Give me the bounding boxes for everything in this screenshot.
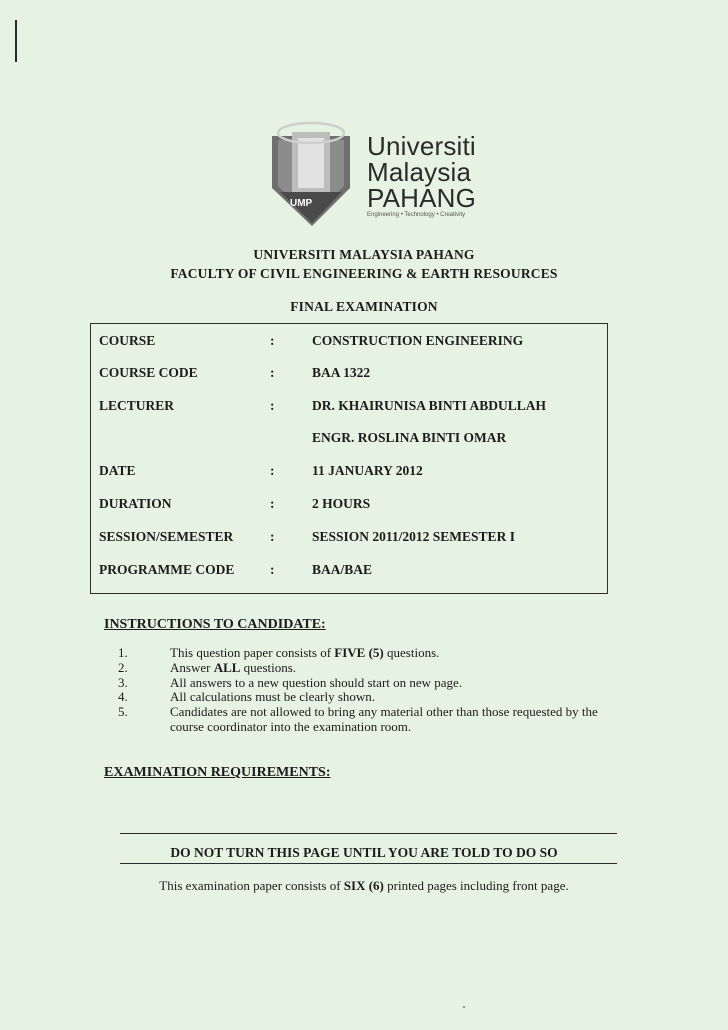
item-text: All answers to a new question should start on new page.: [170, 674, 463, 690]
bottom-rule: [120, 863, 617, 864]
info-value: BAA/BAE: [312, 562, 373, 577]
list-item: [118, 661, 618, 676]
item-number: 3.: [118, 674, 128, 690]
info-colon: :: [270, 562, 275, 577]
info-label: PROGRAMME CODE: [99, 562, 235, 577]
item-number: 1.: [118, 645, 128, 660]
item-text: All calculations must be clearly shown.: [170, 689, 376, 705]
info-value: DR. KHAIRUNISA BINTI ABDULLAH: [312, 398, 547, 413]
instructions-title: INSTRUCTIONS TO CANDIDATE:: [104, 617, 326, 632]
footer-text-end: printed pages including front page.: [383, 878, 569, 893]
top-rule: [120, 833, 617, 834]
list-item: [118, 646, 618, 661]
faculty-name: FACULTY OF CIVIL ENGINEERING & EARTH RESOURCES: [170, 266, 558, 281]
list-item: [118, 705, 618, 735]
logo-line-pahang: PAHANG: [367, 183, 477, 213]
item-emphasis: ALL: [213, 659, 241, 675]
exam-title: FINAL EXAMINATION: [290, 299, 438, 314]
logo-line-universiti: Universiti: [367, 131, 476, 161]
info-label: COURSE: [99, 333, 156, 348]
footer-text: This examination paper consists of: [159, 878, 344, 893]
item-text: Answer: [170, 659, 214, 675]
footer-emphasis: SIX (6): [343, 878, 384, 893]
info-value: 11 JANUARY 2012: [312, 463, 423, 478]
info-label: DATE: [99, 463, 136, 478]
logo-abbr: UMP: [290, 198, 313, 209]
info-label: SESSION/SEMESTER: [99, 529, 234, 544]
ump-shield-icon: [262, 118, 362, 228]
item-number: 5.: [118, 704, 128, 720]
info-colon: :: [270, 529, 275, 544]
info-label: LECTURER: [99, 398, 175, 413]
item-text-end: questions.: [240, 659, 297, 675]
info-label: DURATION: [99, 496, 172, 511]
item-emphasis: FIVE (5): [334, 645, 384, 660]
info-value: CONSTRUCTION ENGINEERING: [312, 333, 524, 348]
course-info-table: [90, 323, 608, 594]
page-count-note: [0, 878, 728, 894]
item-text-end: questions.: [383, 645, 440, 660]
item-text: This question paper consists of: [170, 645, 335, 660]
university-name: UNIVERSITI MALAYSIA PAHANG: [253, 247, 475, 262]
item-number: 4.: [118, 689, 128, 705]
info-colon: :: [270, 463, 275, 478]
info-colon: :: [270, 398, 275, 413]
item-number: 2.: [118, 659, 128, 675]
info-label: COURSE CODE: [99, 365, 198, 380]
logo-tagline: Engineering • Technology • Creativity: [367, 212, 466, 218]
scan-mark: [15, 20, 17, 62]
requirements-title: EXAMINATION REQUIREMENTS:: [104, 765, 331, 780]
info-value: ENGR. ROSLINA BINTI OMAR: [312, 430, 507, 445]
list-item: [118, 676, 618, 691]
info-colon: :: [270, 496, 275, 511]
scan-dot: [463, 1006, 465, 1008]
item-text: Candidates are not allowed to bring any material other than those requested by the course coordinator into the examination room.: [170, 704, 598, 734]
info-value: 2 HOURS: [312, 496, 371, 511]
university-logo: [262, 118, 492, 228]
instructions-list: [118, 646, 618, 735]
info-value: BAA 1322: [312, 365, 371, 380]
logo-line-malaysia: Malaysia: [367, 157, 472, 187]
info-colon: :: [270, 365, 275, 380]
warning-notice: DO NOT TURN THIS PAGE UNTIL YOU ARE TOLD TO DO SO: [170, 845, 558, 860]
list-item: [118, 690, 618, 705]
info-colon: :: [270, 333, 275, 348]
info-value: SESSION 2011/2012 SEMESTER I: [312, 529, 515, 544]
